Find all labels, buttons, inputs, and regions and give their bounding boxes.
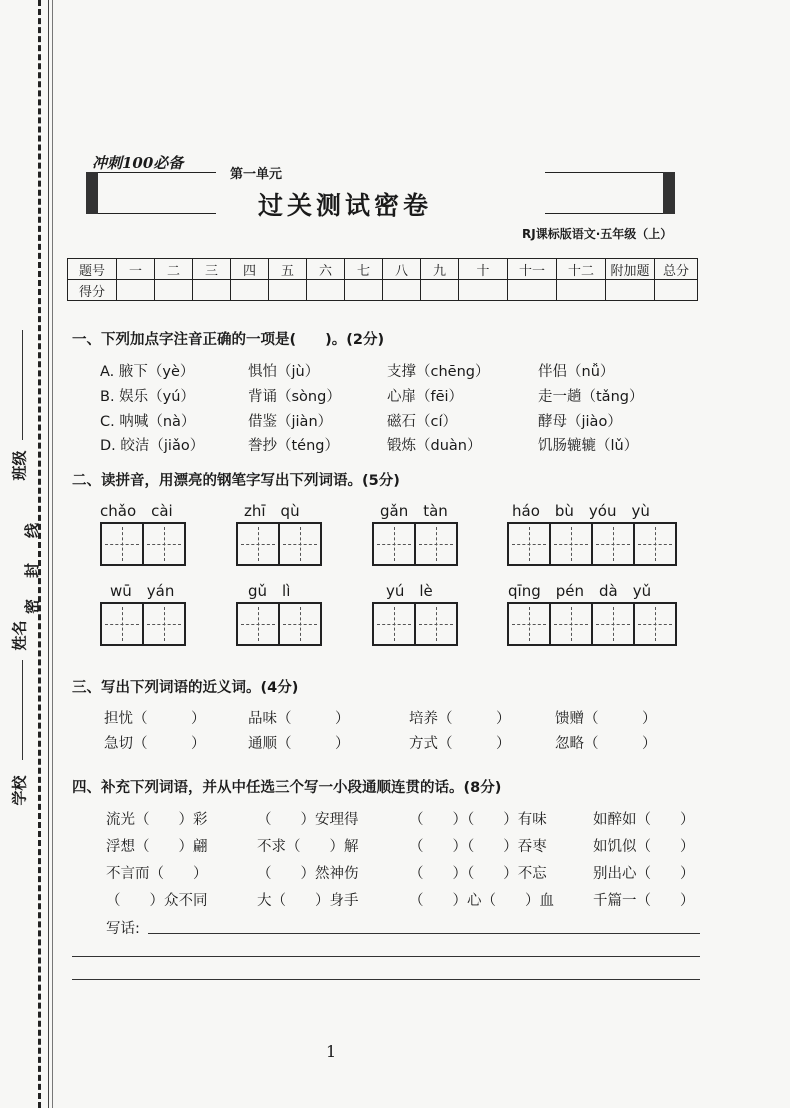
- edition-label: RJ课标版语文·五年级（上）: [522, 227, 673, 241]
- idiom-item: 流光（ ）彩: [106, 812, 208, 828]
- score-row-label: 得分: [68, 280, 117, 301]
- q1-option: 支撑（chēng）: [387, 364, 490, 380]
- q1-option: 磁石（cí）: [387, 414, 458, 430]
- seal-char-xian: 线: [23, 522, 42, 539]
- synonym-item: 通顺（ ）: [248, 736, 350, 752]
- score-cell[interactable]: [345, 280, 383, 301]
- school-label: 学校: [10, 775, 29, 806]
- score-cell[interactable]: [655, 280, 698, 301]
- score-col: 三: [193, 259, 231, 280]
- q1-option: 饥肠辘辘（lǔ）: [538, 438, 639, 454]
- page-title: 过关测试密卷: [258, 191, 433, 220]
- writing-grid[interactable]: [100, 602, 186, 646]
- writing-grid[interactable]: [236, 602, 322, 646]
- idiom-item: 大（ ）身手: [257, 893, 359, 909]
- score-col: 一: [117, 259, 155, 280]
- score-cell[interactable]: [193, 280, 231, 301]
- score-col: 四: [231, 259, 269, 280]
- writing-grid[interactable]: [372, 602, 458, 646]
- idiom-item: 别出心（ ）: [593, 866, 695, 882]
- score-col: 六: [307, 259, 345, 280]
- idiom-item: （ ）心（ ）血: [409, 893, 554, 909]
- writing-grid[interactable]: [100, 522, 186, 566]
- idiom-item: 如饥似（ ）: [593, 839, 695, 855]
- q1-option: 心扉（fēi）: [387, 389, 464, 405]
- q1-option: 酵母（jiào）: [538, 414, 622, 430]
- header-rule: [545, 213, 663, 214]
- q1-option: 走一趟（tǎng）: [538, 389, 644, 405]
- q1-option: 伴侣（nǚ）: [538, 364, 615, 380]
- writing-line[interactable]: [148, 933, 700, 934]
- score-cell[interactable]: [383, 280, 421, 301]
- score-row-label: 题号: [68, 259, 117, 280]
- q1-option: 背诵（sòng）: [248, 389, 341, 405]
- pinyin-label: háo bù yóu yù: [512, 502, 650, 520]
- class-label: 班级: [10, 450, 29, 481]
- class-underline: [22, 330, 23, 440]
- idiom-item: （ ）安理得: [257, 812, 359, 828]
- score-cell[interactable]: [231, 280, 269, 301]
- synonym-item: 培养（ ）: [409, 711, 511, 727]
- writing-grid[interactable]: [372, 522, 458, 566]
- score-table-row-numbers: [68, 259, 698, 280]
- brand-logo-text: 冲刺100必备: [92, 154, 184, 172]
- q2-heading: 二、读拼音，用漂亮的钢笔字写出下列词语。(5分): [72, 473, 400, 489]
- score-cell[interactable]: [269, 280, 307, 301]
- name-underline: [22, 660, 23, 760]
- q1-option: 誊抄（téng）: [248, 438, 339, 454]
- write-label: 写话:: [106, 921, 140, 937]
- header-rule: [98, 213, 216, 214]
- pinyin-label: gǎn tàn: [380, 502, 448, 520]
- pinyin-label: yú lè: [386, 582, 433, 600]
- score-cell[interactable]: [117, 280, 155, 301]
- score-table-row-scores: [68, 280, 698, 301]
- q1-option: 借鉴（jiàn）: [248, 414, 333, 430]
- header-rule: [545, 172, 663, 173]
- binding-solid-line: [48, 0, 49, 1108]
- q3-heading: 三、写出下列词语的近义词。(4分): [72, 680, 299, 696]
- synonym-item: 馈赠（ ）: [555, 711, 657, 727]
- idiom-item: 浮想（ ）翩: [106, 839, 208, 855]
- pinyin-label: gǔ lì: [248, 582, 291, 600]
- score-cell[interactable]: [155, 280, 193, 301]
- idiom-item: （ ）（ ）不忘: [409, 866, 547, 882]
- page-number: 1: [326, 1042, 337, 1061]
- score-cell[interactable]: [459, 280, 508, 301]
- writing-grid[interactable]: [507, 602, 677, 646]
- binding-solid-line-2: [52, 0, 53, 1108]
- idiom-item: （ ）（ ）吞枣: [409, 839, 547, 855]
- score-col: 十一: [508, 259, 557, 280]
- score-col: 二: [155, 259, 193, 280]
- score-col: 附加题: [606, 259, 655, 280]
- score-cell[interactable]: [606, 280, 655, 301]
- name-label: 姓名: [10, 620, 29, 651]
- unit-label: 第一单元: [230, 167, 283, 182]
- q1-option: C. 呐喊（nà）: [100, 414, 196, 430]
- score-table: [67, 258, 698, 301]
- seal-char-mi: 密: [23, 598, 42, 615]
- header-bar-right: [663, 172, 675, 214]
- synonym-item: 急切（ ）: [104, 736, 206, 752]
- writing-line[interactable]: [72, 956, 700, 957]
- idiom-item: 不言而（ ）: [106, 866, 208, 882]
- pinyin-label: qīng pén dà yǔ: [508, 582, 652, 600]
- score-col: 五: [269, 259, 307, 280]
- writing-grid[interactable]: [507, 522, 677, 566]
- q1-heading: 一、下列加点字注音正确的一项是( )。(2分): [72, 332, 385, 348]
- seal-char-feng: 封: [23, 562, 42, 579]
- idiom-item: 如醉如（ ）: [593, 812, 695, 828]
- q4-heading: 四、补充下列词语，并从中任选三个写一小段通顺连贯的话。(8分): [72, 780, 502, 796]
- q1-option: B. 娱乐（yú）: [100, 389, 195, 405]
- score-col: 七: [345, 259, 383, 280]
- score-col: 总分: [655, 259, 698, 280]
- score-col: 八: [383, 259, 421, 280]
- header-bar-left: [86, 172, 98, 214]
- synonym-item: 品味（ ）: [248, 711, 350, 727]
- writing-grid[interactable]: [236, 522, 322, 566]
- idiom-item: （ ）然神伤: [257, 866, 359, 882]
- q1-option: A. 腋下（yè）: [100, 364, 195, 380]
- score-cell[interactable]: [557, 280, 606, 301]
- q1-option: 惧怕（jù）: [248, 364, 320, 380]
- score-col: 九: [421, 259, 459, 280]
- score-col: 十: [459, 259, 508, 280]
- score-cell[interactable]: [307, 280, 345, 301]
- idiom-item: （ ）（ ）有味: [409, 812, 547, 828]
- score-cell[interactable]: [421, 280, 459, 301]
- pinyin-label: wū yán: [110, 582, 175, 600]
- idiom-item: 不求（ ）解: [257, 839, 359, 855]
- score-cell[interactable]: [508, 280, 557, 301]
- idiom-item: 千篇一（ ）: [593, 893, 695, 909]
- pinyin-label: zhī qù: [244, 502, 300, 520]
- q1-option: 锻炼（duàn）: [387, 438, 482, 454]
- header-rule: [98, 172, 216, 173]
- synonym-item: 方式（ ）: [409, 736, 511, 752]
- binding-dashed-line: [38, 0, 41, 1108]
- idiom-item: （ ）众不同: [106, 893, 208, 909]
- q1-option: D. 皎洁（jiǎo）: [100, 438, 205, 454]
- synonym-item: 担忧（ ）: [104, 711, 206, 727]
- score-col: 十二: [557, 259, 606, 280]
- writing-line[interactable]: [72, 979, 700, 980]
- pinyin-label: chǎo cài: [100, 502, 173, 520]
- synonym-item: 忽略（ ）: [555, 736, 657, 752]
